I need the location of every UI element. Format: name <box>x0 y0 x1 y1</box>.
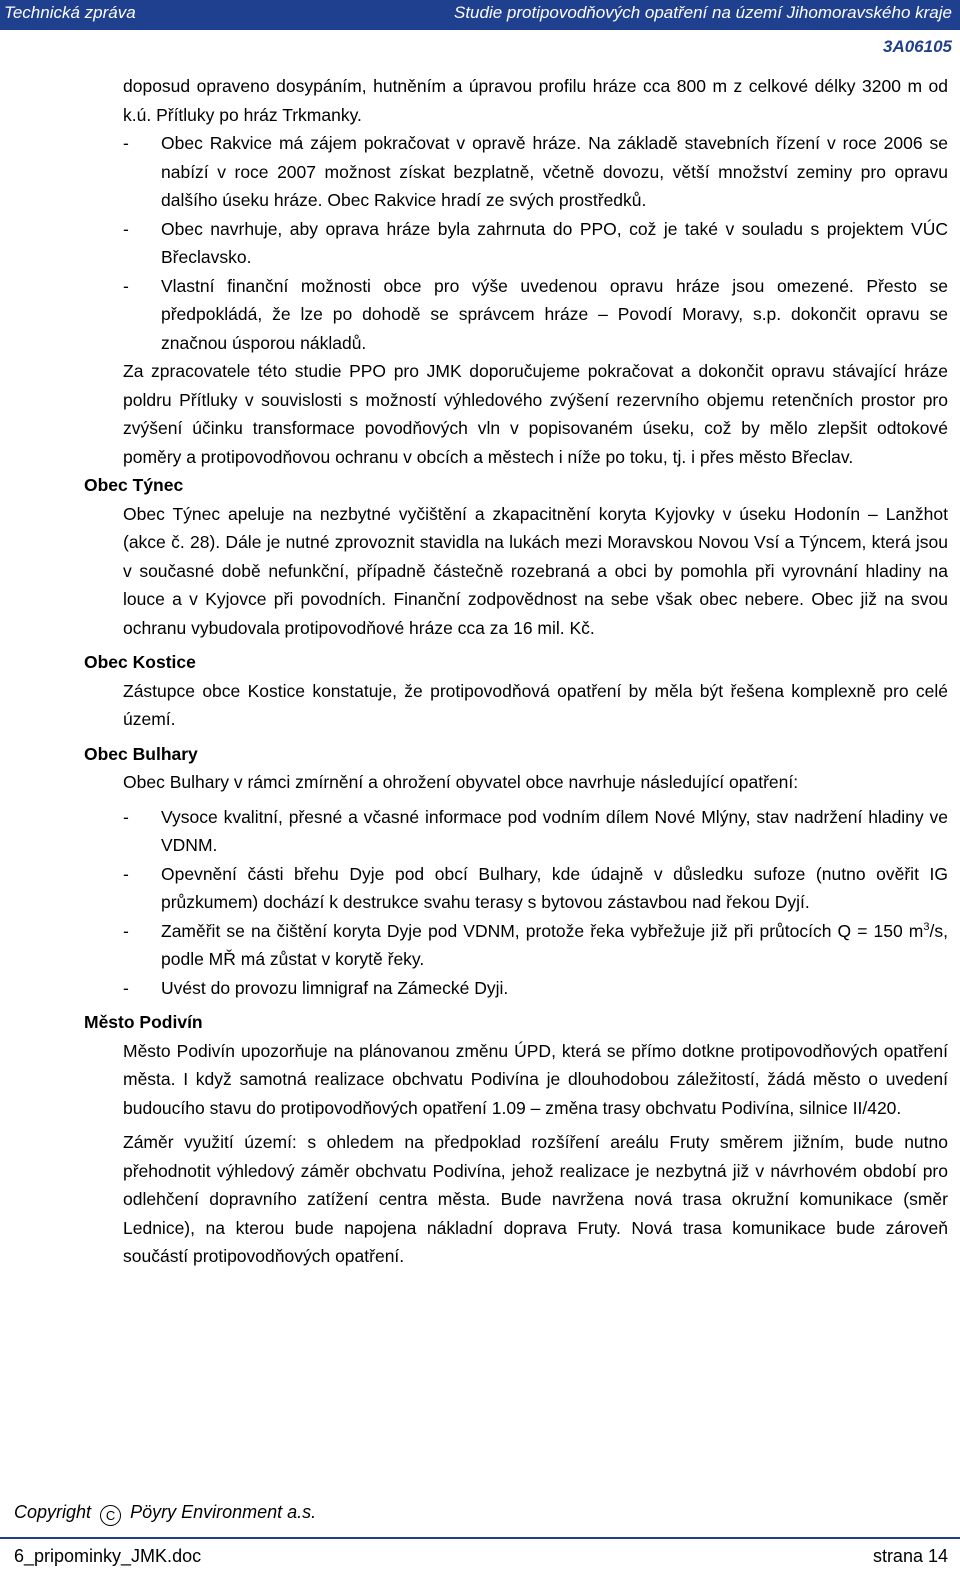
document-code: 3A06105 <box>882 37 952 56</box>
list-dash: - <box>123 920 129 941</box>
list-item-text: Zaměřit se na čištění koryta Dyje pod VDNM, protože řeka vybřežuje již při průtocích Q = 150 m <box>161 920 924 941</box>
superscript-exponent: 3 <box>923 920 930 933</box>
list-item <box>84 129 948 215</box>
header-left-title: Technická zpráva <box>4 3 136 22</box>
list-dash: - <box>123 977 129 998</box>
list-item-text: Uvést do provozu limnigraf na Zámecké Dyji. <box>161 977 509 998</box>
list-item-text: Vlastní finanční možnosti obce pro výše uvedenou opravu hráze jsou omezené. Přesto se předpokládá, že lze po dohodě se správcem hráze – Povodí Moravy, s.p. dokončit opravu se značnou úsporou nákladů. <box>161 275 948 353</box>
list-dash: - <box>123 275 129 296</box>
footer-page-number: strana 14 <box>872 1546 948 1566</box>
list-item <box>84 974 948 1003</box>
rakvice-summary: Za zpracovatele této studie PPO pro JMK doporučujeme pokračovat a dokončit opravu stávající hráze poldru Přítluky v souvislosti s možností výhledového zvýšení rezervního objemu retenčních prostor pro zvýšení účinku transformace povodňových vln v popisovaném úseku, což by mělo zlepšit odtokové poměry a protipovodňovou ochranu v obcích a městech i níže po toku, tj. i přes město Břeclav. <box>123 361 948 467</box>
continued-paragraph: doposud opraveno dosypáním, hutněním a úpravou profilu hráze cca 800 m z celkové délky 3200 m od k.ú. Přítluky po hráz Trkmanky. <box>123 76 948 125</box>
header-right-title: Studie protipovodňových opatření na území Jihomoravského kraje <box>453 3 952 22</box>
company-name: Pöyry Environment a.s. <box>130 1502 317 1522</box>
list-item-text: Opevnění části břehu Dyje pod obcí Bulhary, kde údajně v důsledku sufoze (nutno ověřit IG průzkumem) dochází k destrukce svahu terasy s bytovou zástavbou nad řekou Dyjí. <box>161 863 948 912</box>
list-item <box>84 860 948 917</box>
copyright-icon: C <box>100 1505 121 1526</box>
section-heading-tynec: Obec Týnec <box>84 475 184 495</box>
list-item-text: Obec navrhuje, aby oprava hráze byla zahrnuta do PPO, což je také v souladu s projektem VÚC Břeclavsko. <box>161 218 948 267</box>
bulhary-intro: Obec Bulhary v rámci zmírnění a ohrožení obyvatel obce navrhuje následující opatření: <box>123 772 799 792</box>
list-dash: - <box>123 806 129 827</box>
page-footer <box>0 1537 960 1573</box>
list-dash: - <box>123 218 129 239</box>
footer-copyright <box>14 1502 316 1526</box>
kostice-text: Zástupce obce Kostice konstatuje, že protipovodňová opatření by měla být řešena komplexně pro celé území. <box>123 680 948 729</box>
list-dash: - <box>123 863 129 884</box>
list-item <box>84 917 948 974</box>
list-item <box>84 215 948 272</box>
section-heading-kostice: Obec Kostice <box>84 652 196 672</box>
page-header <box>0 0 960 30</box>
list-item <box>84 272 948 358</box>
copyright-label: Copyright <box>14 1502 92 1522</box>
list-item <box>84 803 948 860</box>
list-item-text: Vysoce kvalitní, přesné a včasné informace pod vodním dílem Nové Mlýny, stav nadržení hladiny ve VDNM. <box>161 806 948 855</box>
tynec-text: Obec Týnec apeluje na nezbytné vyčištění a zkapacitnění koryta Kyjovky v úseku Hodonín – Lanžhot (akce č. 28). Dále je nutné zprovoznit stavidla na lukách mezi Moravskou Novou Vsí a Týncem, která jsou v současné době nefunkční, případně částečně rozebraná a obci by pomohla při vyrovnání hladiny na louce a v Kyjovce při povodních. Finanční zodpovědnost na sebe však obec nebere. Obec již na svou ochranu vybudovala protipovodňové hráze cca za 16 mil. Kč. <box>123 503 948 638</box>
list-item-text: Obec Rakvice má zájem pokračovat v opravě hráze. Na základě stavebních řízení v roce 2006 se nabízí v roce 2007 možnost získat bezplatně, včetně dovozu, větší množství zeminy pro opravu dalšího úseku hráze. Obec Rakvice hradí ze svých prostředků. <box>161 133 948 210</box>
list-item-text: /s, podle MŘ má zůstat v korytě řeky. <box>161 920 948 969</box>
list-dash: - <box>123 133 129 153</box>
footer-filename: 6_pripominky_JMK.doc <box>14 1546 202 1566</box>
section-heading-bulhary: Obec Bulhary <box>84 743 198 764</box>
section-heading-podivin: Město Podivín <box>84 1012 203 1032</box>
podivin-text-1: Město Podivín upozorňuje na plánovanou změnu ÚPD, která se přímo dotkne protipovodňových opatření města. I když samotná realizace obchvatu Podivína je dlouhodobou záležitostí, žádá město o uvedení budoucího stavu do protipovodňových opatření 1.09 – změna trasy obchvatu Podivína, silnice II/420. <box>123 1040 948 1118</box>
document-body <box>84 72 948 1271</box>
podivin-text-2: Záměr využití území: s ohledem na předpoklad rozšíření areálu Fruty směrem jižním, bude nutno přehodnotit výhledový záměr obchvatu Podivína, jehož realizace je nezbytná již v návrhovém období pro odlehčení dopravního zatížení centra města. Bude navržena nová trasa okružní komunikace (směr Lednice), na kterou bude napojena nákladní doprava Fruty. Nová trasa komunikace bude zároveň součástí protipovodňových opatření. <box>123 1132 948 1266</box>
